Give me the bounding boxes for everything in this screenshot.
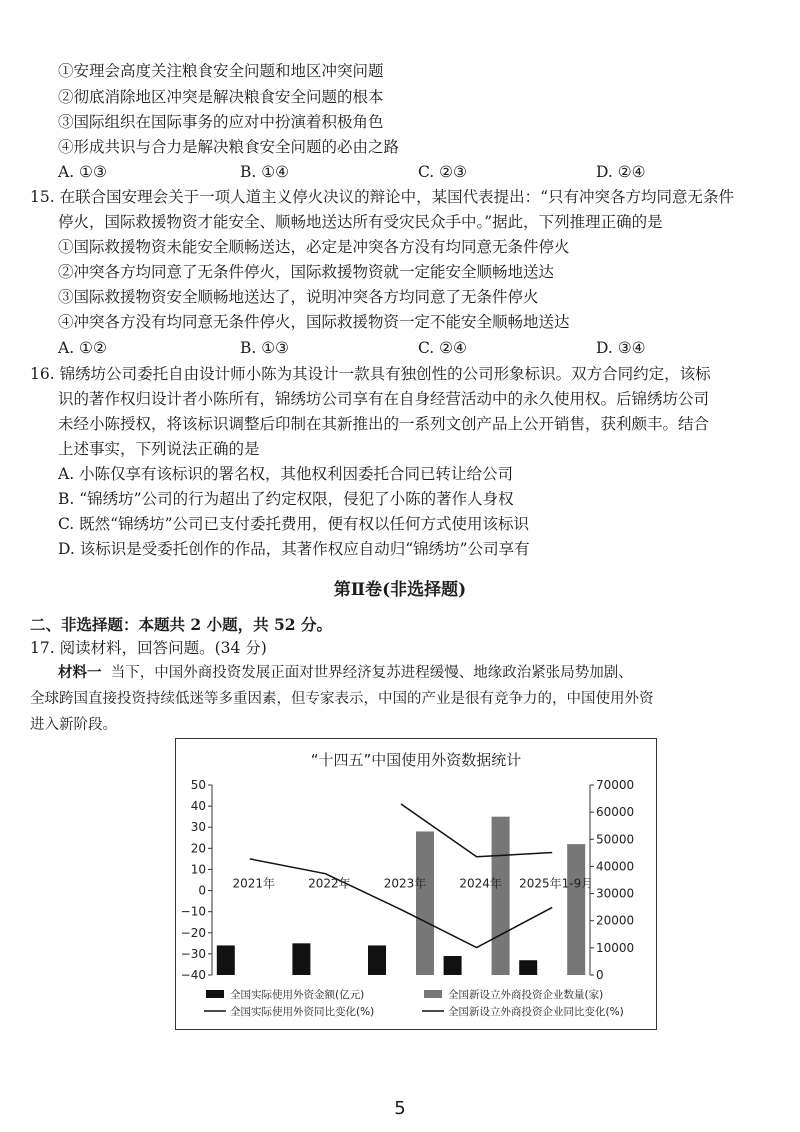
q15-option-c[interactable]: C. ②④ (418, 339, 467, 357)
right-tick-label: 30000 (596, 886, 635, 901)
material-line-1-text: 当下，中国外商投资发展正面对世界经济复苏进程缓慢、地缘政治紧张局势加剧、 (110, 665, 633, 681)
q15-option-b[interactable]: B. ①③ (240, 339, 290, 357)
q16-option-b[interactable]: B. “锦绣坊”公司的行为超出了约定权限，侵犯了小陈的著作人身权 (58, 490, 514, 508)
q15-option-d[interactable]: D. ③④ (596, 339, 646, 357)
right-tick-label: 70000 (596, 778, 635, 792)
right-tick-label: 40000 (596, 859, 635, 874)
material-line-2: 全球跨国直接投资持续低迷等多重因素，但专家表示，中国的产业是很有竞争力的，中国使用外资 (30, 691, 654, 707)
q14-options (0, 161, 800, 183)
q14-option-a[interactable]: A. ①③ (58, 163, 107, 181)
chart-frame (175, 738, 657, 1030)
left-tick-label: 20 (190, 841, 206, 856)
category-label: 2024年 (459, 876, 502, 891)
left-tick-label: 10 (190, 862, 206, 877)
q16-option-a[interactable]: A. 小陈仅享有该标识的署名权，其他权利因委托合同已转让给公司 (58, 465, 514, 483)
legend-label: 全国实际使用外资金额(亿元) (230, 989, 365, 1001)
category-label: 2025年1-9月 (519, 876, 594, 891)
q14-item-2: ②彻底消除地区冲突是解决粮食安全问题的根本 (58, 88, 384, 106)
right-tick-label: 20000 (596, 913, 635, 928)
bar-new-enterprises (416, 831, 434, 975)
category-label: 2021年 (232, 876, 276, 891)
q14-item-1: ①安理会高度关注粮食安全问题和地区冲突问题 (58, 62, 384, 80)
bar-new-enterprises (492, 817, 510, 975)
q15-item-2: ②冲突各方均同意了无条件停火，国际救援物资就一定能安全顺畅地送达 (58, 263, 555, 281)
bar-new-enterprises (567, 844, 585, 975)
q15-option-a[interactable]: A. ①② (58, 339, 107, 357)
bar-utilized-fdi (444, 956, 462, 975)
q15-options (0, 337, 800, 359)
bar-utilized-fdi (217, 945, 235, 975)
q15-stem-line-1: 15. 在联合国安理会关于一项人道主义停火决议的辩论中，某国代表提出：“只有冲突各方均同意无条件 (30, 188, 735, 206)
q17-stem: 17. 阅读材料，回答问题。(34 分) (30, 639, 267, 657)
right-tick-label: 0 (596, 968, 604, 982)
q15-item-3: ③国际救援物资安全顺畅地送达了，说明冲突各方均同意了无条件停火 (58, 288, 539, 306)
material-line-1 (58, 660, 633, 686)
section-title: 第Ⅱ卷(非选择题) (333, 580, 467, 600)
left-tick-label: 40 (190, 799, 206, 814)
legend-swatch (206, 990, 224, 998)
legend-label: 全国实际使用外资同比变化(%) (230, 1006, 375, 1018)
q16-option-d[interactable]: D. 该标识是受委托创作的作品，其著作权应自动归“锦绣坊”公司享有 (58, 540, 530, 558)
material-line-3: 进入新阶段。 (30, 717, 117, 733)
left-tick-label: 50 (190, 778, 206, 792)
q15-item-4: ④冲突各方没有均同意无条件停火，国际救援物资一定不能安全顺畅地送达 (58, 313, 570, 331)
bar-utilized-fdi (292, 943, 310, 975)
left-tick-label: −30 (180, 946, 206, 961)
left-tick-label: 30 (190, 820, 206, 835)
q16-stem-line-1: 16. 锦绣坊公司委托自由设计师小陈为其设计一款具有独创性的公司形象标识。双方合同约定，该标 (30, 365, 711, 383)
left-tick-label: 0 (198, 883, 206, 898)
right-tick-label: 60000 (596, 805, 635, 820)
chart (176, 739, 656, 1029)
legend-label: 全国新设立外商投资企业同比变化(%) (448, 1006, 624, 1018)
left-tick-label: −10 (180, 904, 206, 919)
q16-stem-line-3: 未经小陈授权，将该标识调整后印制在其新推出的一系列文创产品上公开销售，获利颇丰。结合 (58, 415, 710, 433)
q14-option-c[interactable]: C. ②③ (418, 163, 467, 181)
q16-option-c[interactable]: C. 既然“锦绣坊”公司已支付委托费用，便有权以任何方式使用该标识 (58, 515, 530, 533)
left-tick-label: −40 (180, 968, 206, 982)
right-tick-label: 10000 (596, 940, 635, 955)
material-label: 材料一 (58, 665, 102, 681)
q14-item-3: ③国际组织在国际事务的应对中扮演着积极角色 (58, 113, 384, 131)
q16-stem-line-2: 识的著作权归设计者小陈所有，锦绣坊公司享有在自身经营活动中的永久使用权。后锦绣坊公司 (58, 390, 710, 408)
legend-swatch (424, 990, 442, 998)
q14-item-4: ④形成共识与合力是解决粮食安全问题的必由之路 (58, 138, 400, 156)
category-label: 2022年 (308, 876, 351, 891)
q16-stem-line-4: 上述事实，下列说法正确的是 (58, 440, 260, 458)
q15-stem-line-2: 停火，国际救援物资才能安全、顺畅地送达所有受灾民众手中。”据此，下列推理正确的是 (58, 213, 663, 231)
bar-utilized-fdi (519, 960, 537, 975)
page-number: 5 (394, 1098, 406, 1119)
left-tick-label: −20 (180, 925, 206, 940)
right-tick-label: 50000 (596, 832, 635, 847)
q15-item-1: ①国际救援物资未能安全顺畅送达，必定是冲突各方没有均同意无条件停火 (58, 238, 570, 256)
section-heading: 二、非选择题：本题共 2 小题，共 52 分。 (30, 615, 332, 634)
q14-option-d[interactable]: D. ②④ (596, 163, 646, 181)
q14-option-b[interactable]: B. ①④ (240, 163, 290, 181)
chart-title: “十四五”中国使用外资数据统计 (310, 751, 522, 769)
bar-utilized-fdi (368, 945, 386, 975)
legend-label: 全国新设立外商投资企业数量(家) (448, 989, 604, 1001)
category-label: 2023年 (383, 876, 427, 891)
